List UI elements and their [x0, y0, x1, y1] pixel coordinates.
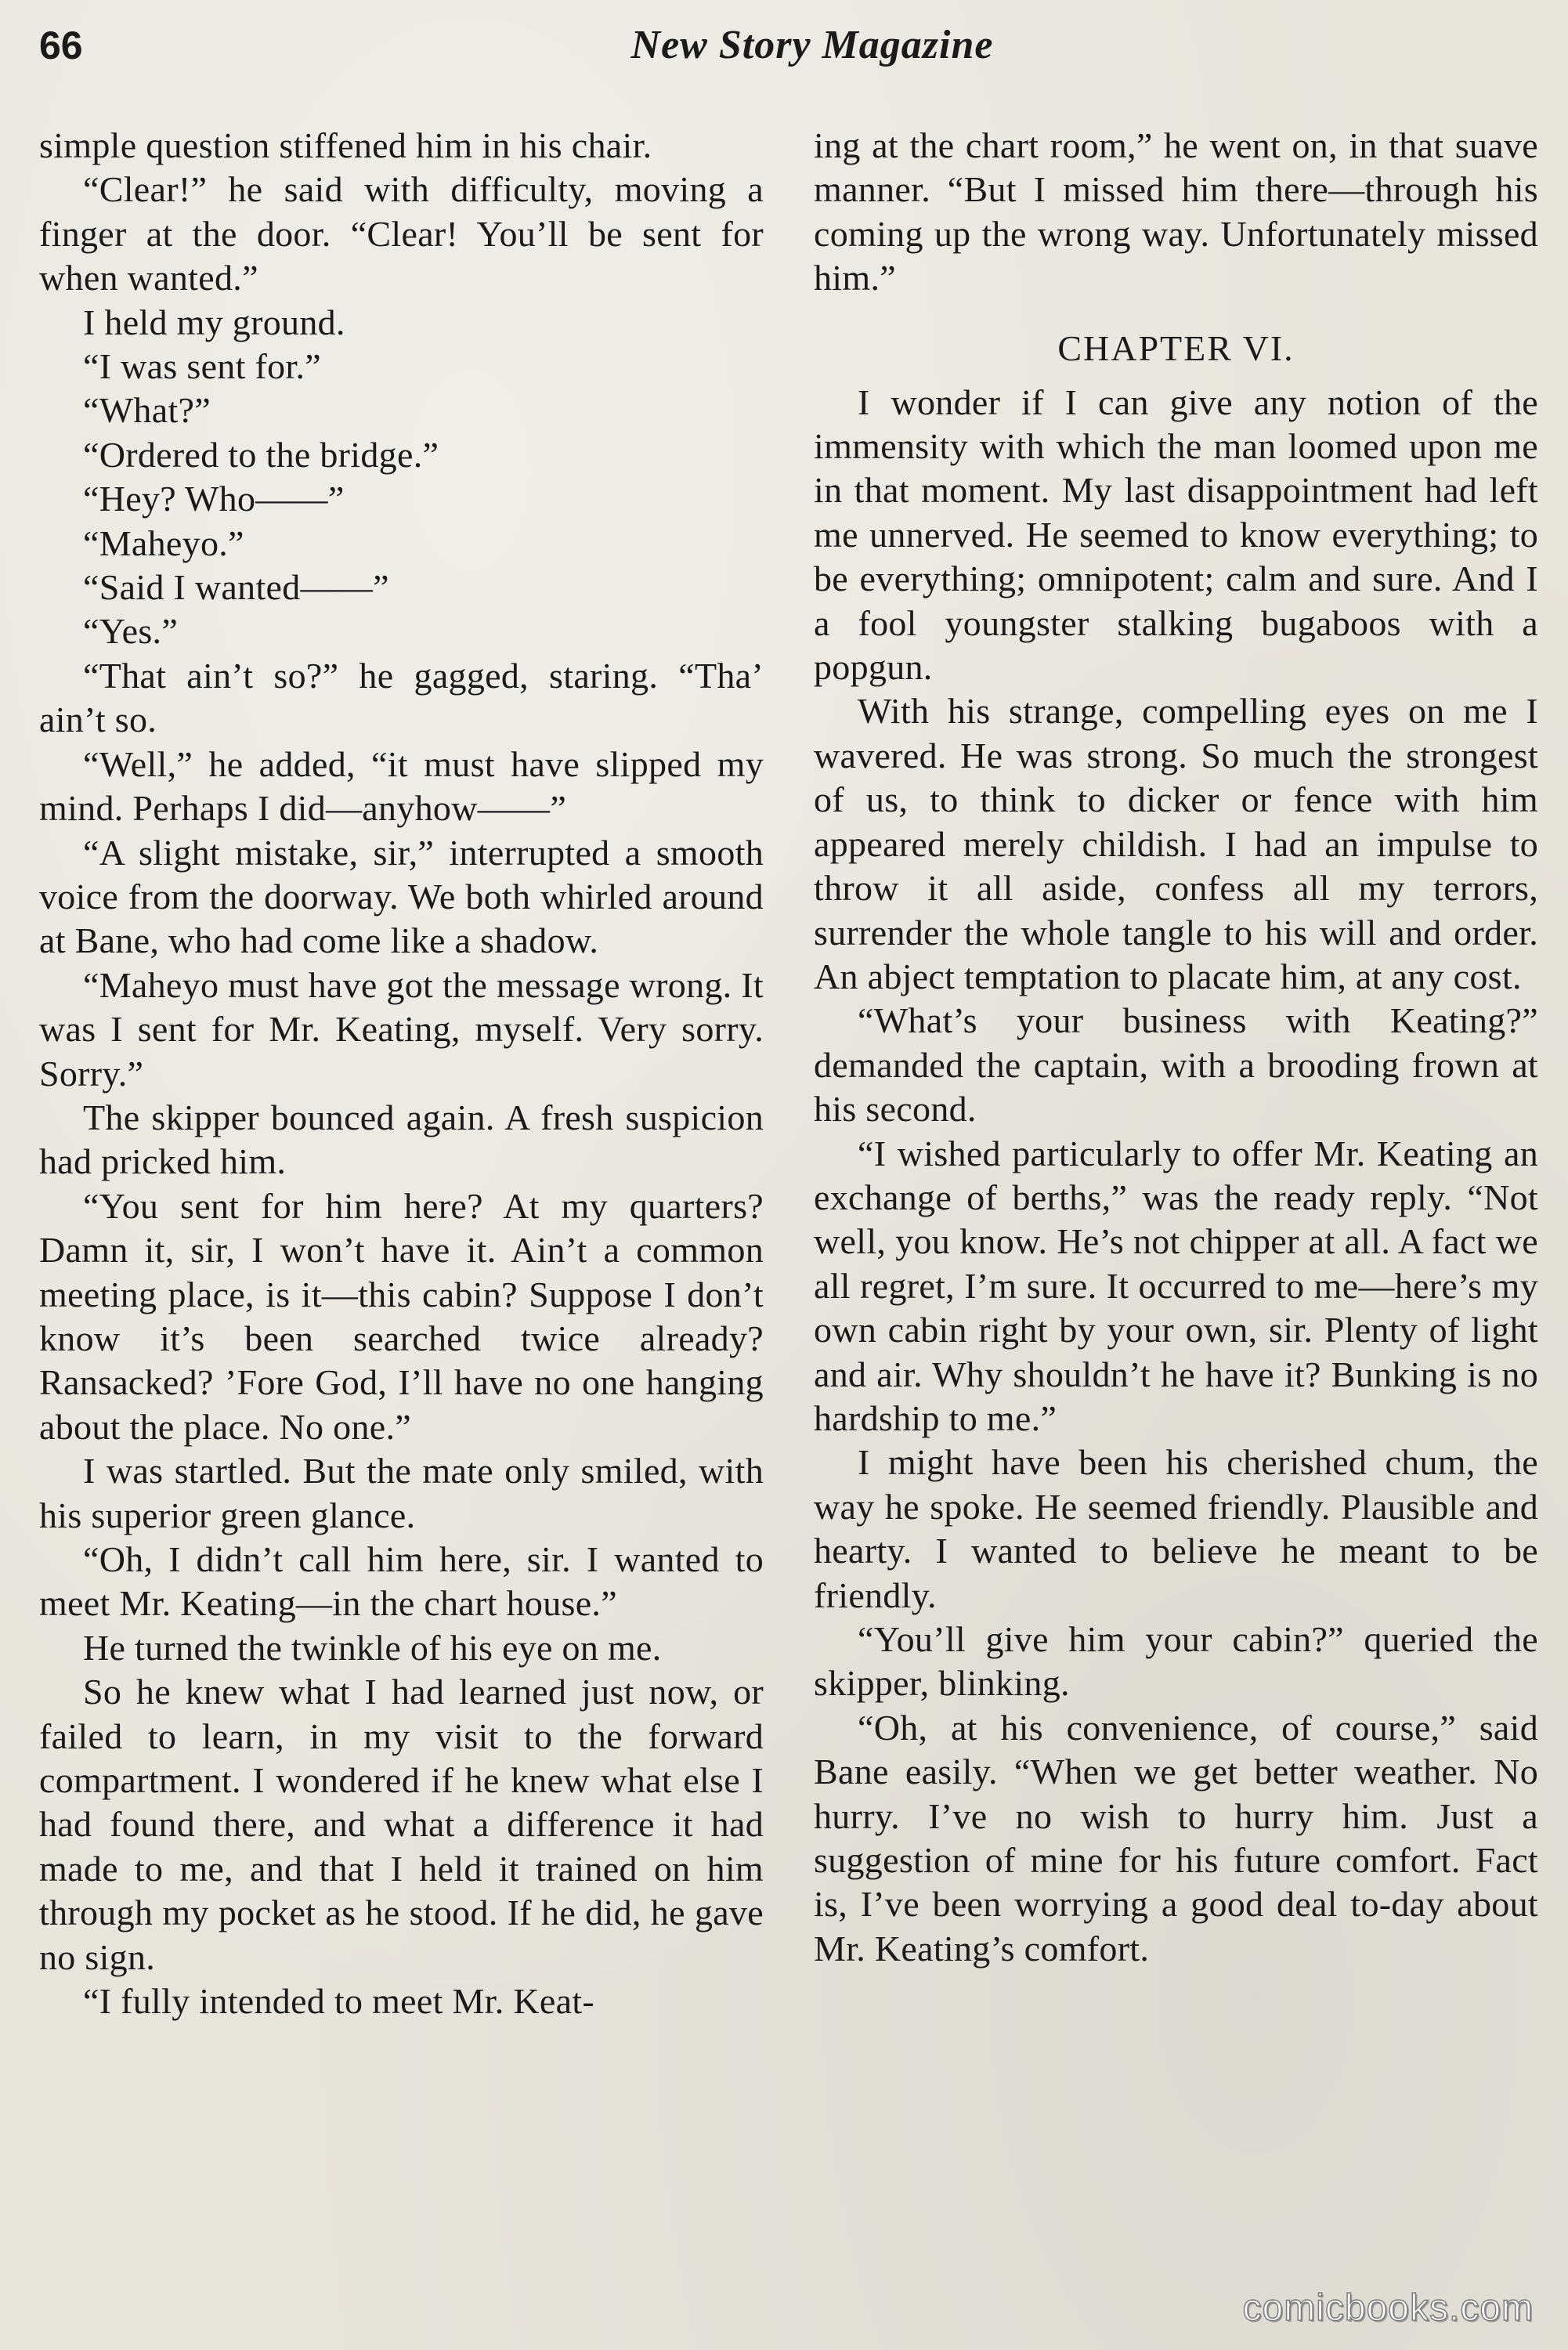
paragraph: “You sent for him here? At my quarters? Damn it, sir, I won’t have it. Ain’t a common meeting place, is it—this cabin? Suppose I don’t know it’s been searched twice already? Ransacked? ’Fore God, I’ll have no one hanging about the place. No one.” [39, 1185, 764, 1447]
magazine-title: New Story Magazine [630, 23, 994, 67]
paragraph: “I was sent for.” [83, 346, 321, 387]
chapter-heading: CHAPTER VI. [1057, 327, 1295, 368]
paragraph: “Well,” he added, “it must have slipped my mind. Perhaps I did—anyhow——” [39, 743, 764, 829]
paragraph: “Hey? Who——” [83, 479, 345, 519]
paragraph: simple question stiffened him in his chair. [39, 125, 652, 165]
paragraph: “That ain’t so?” he gagged, staring. “Tha’ ain’t so. [39, 655, 764, 740]
right-column [814, 124, 1538, 2023]
paragraph: “A slight mistake, sir,” interrupted a smooth voice from the doorway. We both whirled around at Bane, who had come like a shadow. [39, 832, 764, 961]
paragraph: “Maheyo must have got the message wrong. It was I sent for Mr. Keating, myself. Very sorry. Sorry.” [39, 964, 764, 1094]
paragraph: “Yes.” [83, 611, 179, 652]
paragraph: “What’s your business with Keating?” demanded the captain, with a brooding frown at his second. [814, 1000, 1538, 1130]
left-column [39, 124, 764, 2023]
paragraph: “Ordered to the bridge.” [83, 434, 439, 475]
paragraph: “I fully intended to meet Mr. Keat- [83, 1981, 595, 2022]
page-number: 66 [39, 24, 83, 67]
paragraph-continuation: ing at the chart room,” he went on, in that suave manner. “But I missed him there—through his coming up the wrong way. Unfortunately missed him.” [814, 125, 1538, 298]
paragraph: So he knew what I had learned just now, or failed to learn, in my visit to the forward compartment. I wondered if he knew what else I had found there, and what a difference it had made to me, and that I held it trained on him through my pocket as he stood. If he did, he gave no sign. [39, 1672, 764, 1977]
paragraph: “Clear!” he said with difficulty, moving a finger at the door. “Clear! You’ll be sent for when wanted.” [39, 169, 764, 298]
paragraph: I might have been his cherished chum, the way he spoke. He seemed friendly. Plausible and hearty. I wanted to believe he meant to be friendly. [814, 1442, 1538, 1615]
paragraph: “You’ll give him your cabin?” queried the skipper, blinking. [814, 1619, 1538, 1704]
paragraph: “Oh, I didn’t call him here, sir. I wanted to meet Mr. Keating—in the chart house.” [39, 1539, 764, 1624]
paragraph: I held my ground. [83, 302, 345, 342]
site-watermark: comicbooks.com [1242, 2287, 1534, 2329]
paragraph: “Said I wanted——” [83, 567, 389, 608]
page-header [39, 22, 1538, 86]
paragraph: “I wished particularly to offer Mr. Keating an exchange of berths,” was the ready reply. “Not well, you know. He’s not chipper at all. A fact we all regret, I’m sure. It occurred to me—here’s my own cabin right by your own, sir. Plenty of light and air. Why shouldn’t he have it? Bunking is no hardship to me.” [814, 1133, 1538, 1438]
paragraph: “What?” [83, 390, 211, 431]
paragraph: I was startled. But the mate only smiled, with his superior green glance. [39, 1451, 764, 1535]
paragraph: “Oh, at his convenience, of course,” said Bane easily. “When we get better weather. No hurry. I’ve no wish to hurry him. Just a suggestion of mine for his future comfort. Fact is, I’ve been worrying a good deal to-day about Mr. Keating’s comfort. [814, 1707, 1538, 1969]
text-columns [39, 124, 1538, 2023]
paragraph: “Maheyo.” [83, 522, 244, 563]
paragraph: I wonder if I can give any notion of the immensity with which the man loomed upon me in that moment. My last disappointment had left me unnerved. He seemed to know everything; to be everything; omnipotent; calm and sure. And I a fool youngster stalking bugaboos with a popgun. [814, 381, 1538, 688]
paragraph: With his strange, compelling eyes on me I wavered. He was strong. So much the strongest of us, to think to dicker or fence with him appeared merely childish. I had an impulse to throw it all aside, confess all my terrors, surrender the whole tangle to his will and order. An abject temptation to placate him, at any cost. [814, 691, 1538, 996]
paragraph: He turned the twinkle of his eye on me. [83, 1627, 662, 1668]
paragraph: The skipper bounced again. A fresh suspicion had pricked him. [39, 1097, 764, 1182]
